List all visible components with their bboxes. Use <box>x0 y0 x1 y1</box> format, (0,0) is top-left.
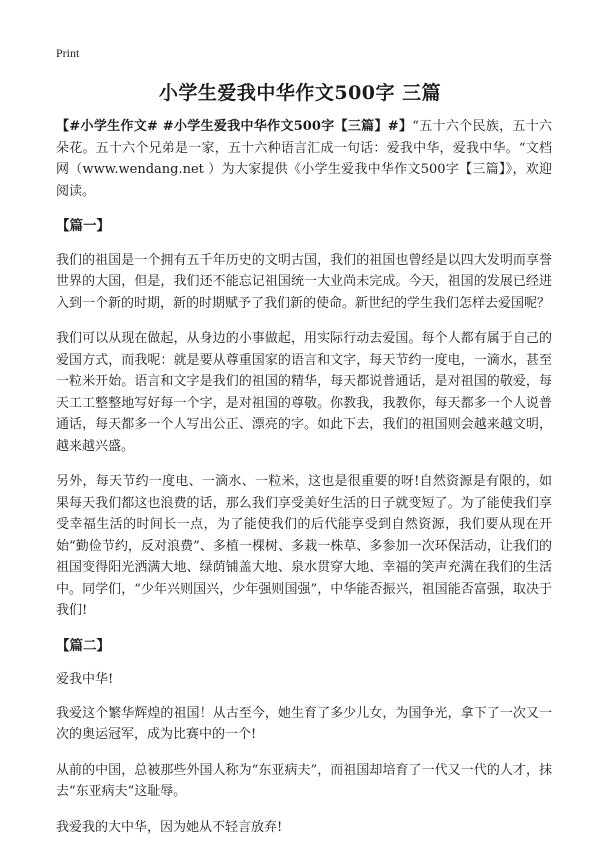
paragraph: 从前的中国，总被那些外国人称为“东亚病夫”，而祖国却培育了一代又一代的人才，抹去“东亚病夫”这耻辱。 <box>56 762 552 799</box>
paragraph: 爱我中华! <box>56 672 114 687</box>
print-label[interactable]: Print <box>56 46 80 60</box>
section-heading-2: 【篇二】 <box>56 637 110 654</box>
paragraph: 我爱这个繁华辉煌的祖国！从古至今，她生育了多少儿女，为国争光，拿下了一次又一次的奥运冠军，成为比赛中的一个! <box>56 705 552 742</box>
paragraph: 我们可以从现在做起，从身边的小事做起，用实际行动去爱国。每个人都有属于自己的爱国方式，而我呢：就是要从尊重国家的语言和文字，每天节约一度电，一滴水，甚至一粒米开始。语言和文字是我们的祖国的精华，每天都说普通话，是对祖国的敬爱，每天工工整整地写好每一个字，是对祖国的尊敬。你教我，我教你，每天都多一个人说普通话，每天都多一个人写出公正、漂亮的字。如此下去，我们的祖国则会越来越文明，越来越兴盛。 <box>56 331 552 454</box>
page-title: 小学生爱我中华作文500字 三篇 <box>158 82 442 104</box>
paragraph: 另外，每天节约一度电、一滴水、一粒米，这也是很重要的呀!自然资源是有限的，如果每天我们都这也浪费的话，那么我们享受美好生活的日子就变短了。为了能使我们享受幸福生活的时间长一点，为了能使我们的后代能享受到自然资源，我们要从现在开始“勤俭节约，反对浪费”、多植一棵树、多栽一株草、多参加一次环保活动，让我们的祖国变得阳光洒满大地、绿荫铺盖大地、泉水贯穿大地、幸福的笑声充满在我们的生活中。同学们，“少年兴则国兴，少年强则国强”，中华能否振兴，祖国能否富强，取决于我们! <box>56 474 552 618</box>
intro-tags: 【#小学生作文# #小学生爱我中华作文500字【三篇】#】 <box>56 119 413 134</box>
paragraph: 我们的祖国是一个拥有五千年历史的文明古国，我们的祖国也曾经是以四大发明而享誉世界的大国，但是，我们还不能忘记祖国统一大业尚未完成。今天，祖国的发展已经进入到一个新的时期，新的时期赋予了我们新的使命。新世纪的学生我们怎样去爱国呢？ <box>56 252 552 311</box>
document-body <box>56 116 552 852</box>
paragraph: 我爱我的大中华，因为她从不轻言放弃! <box>56 819 283 835</box>
section-heading-1: 【篇一】 <box>56 218 110 234</box>
intro-paragraph <box>56 116 552 202</box>
intro-text: “五十六个民族，五十六朵花。五十六个兄弟是一家，五十六种语言汇成一句话：爱我中华，爱我中华。“文档网（www.wendang.net ）为大家提供《小学生爱我中华作文500字【三篇】》，欢迎阅读。 <box>56 119 552 199</box>
